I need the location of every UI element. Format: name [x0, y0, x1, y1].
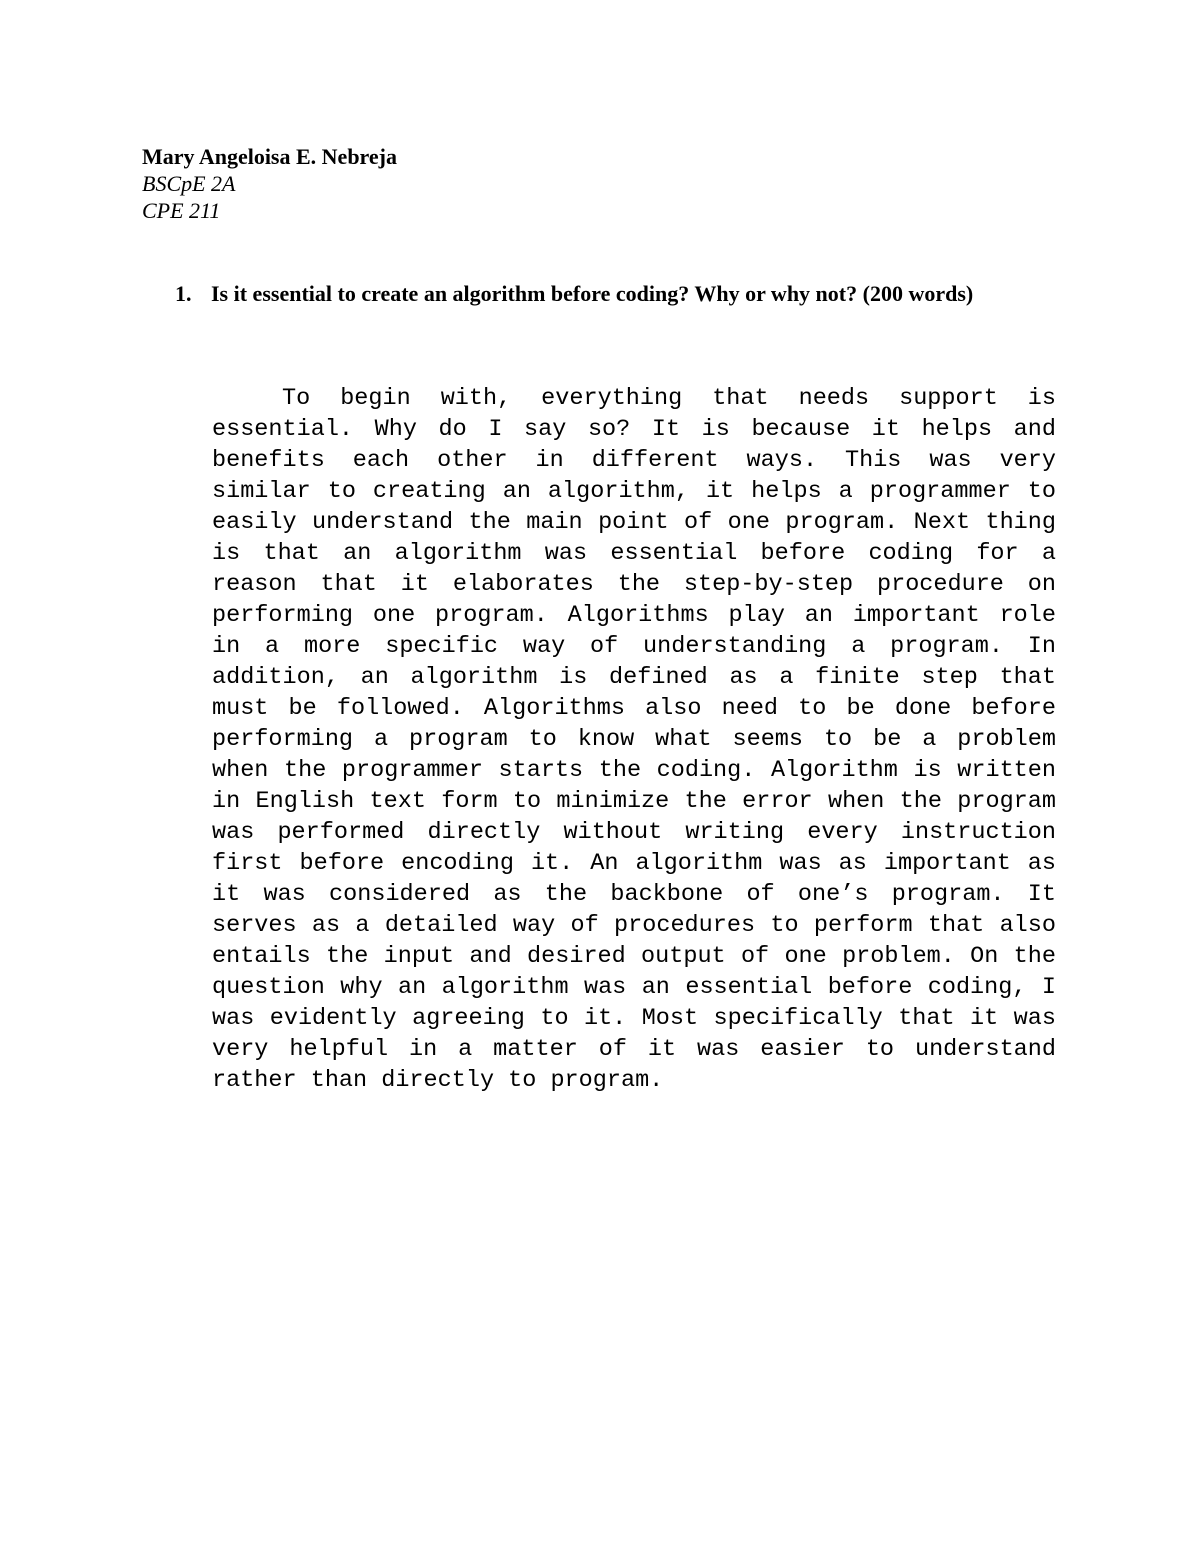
- author-name: Mary Angeloisa E. Nebreja: [142, 144, 398, 169]
- section-label: BSCpE 2A: [142, 171, 236, 196]
- course-label: CPE 211: [142, 198, 221, 223]
- question-text: Is it essential to create an algorithm before coding? Why or why not? (200 words): [211, 281, 974, 306]
- question-item: [175, 280, 1035, 308]
- document-header: [142, 143, 397, 224]
- question-number: 1.: [175, 281, 192, 306]
- answer-paragraph: To begin with, everything that needs support is essential. Why do I say so? It is because it helps and benefits each other in different ways. This was very similar to creating an algorithm, it helps a programmer to easily understand the main point of one program. Next thing is that an algorithm was essential before coding for a reason that it elaborates the step-by-step procedure on performing one program. Algorithms play an important role in a more specific way of understanding a program. In addition, an algorithm is defined as a finite step that must be followed. Algorithms also need to be done before performing a program to know what seems to be a problem when the programmer starts the coding. Algorithm is written in English text form to minimize the error when the program was performed directly without writing every instruction first before encoding it. An algorithm was as important as it was considered as the backbone of one’s program. It serves as a detailed way of procedures to perform that also entails the input and desired output of one problem. On the question why an algorithm was an essential before coding, I was evidently agreeing to it. Most specifically that it was very helpful in a matter of it was easier to understand rather than directly to program.: [212, 385, 1056, 1094]
